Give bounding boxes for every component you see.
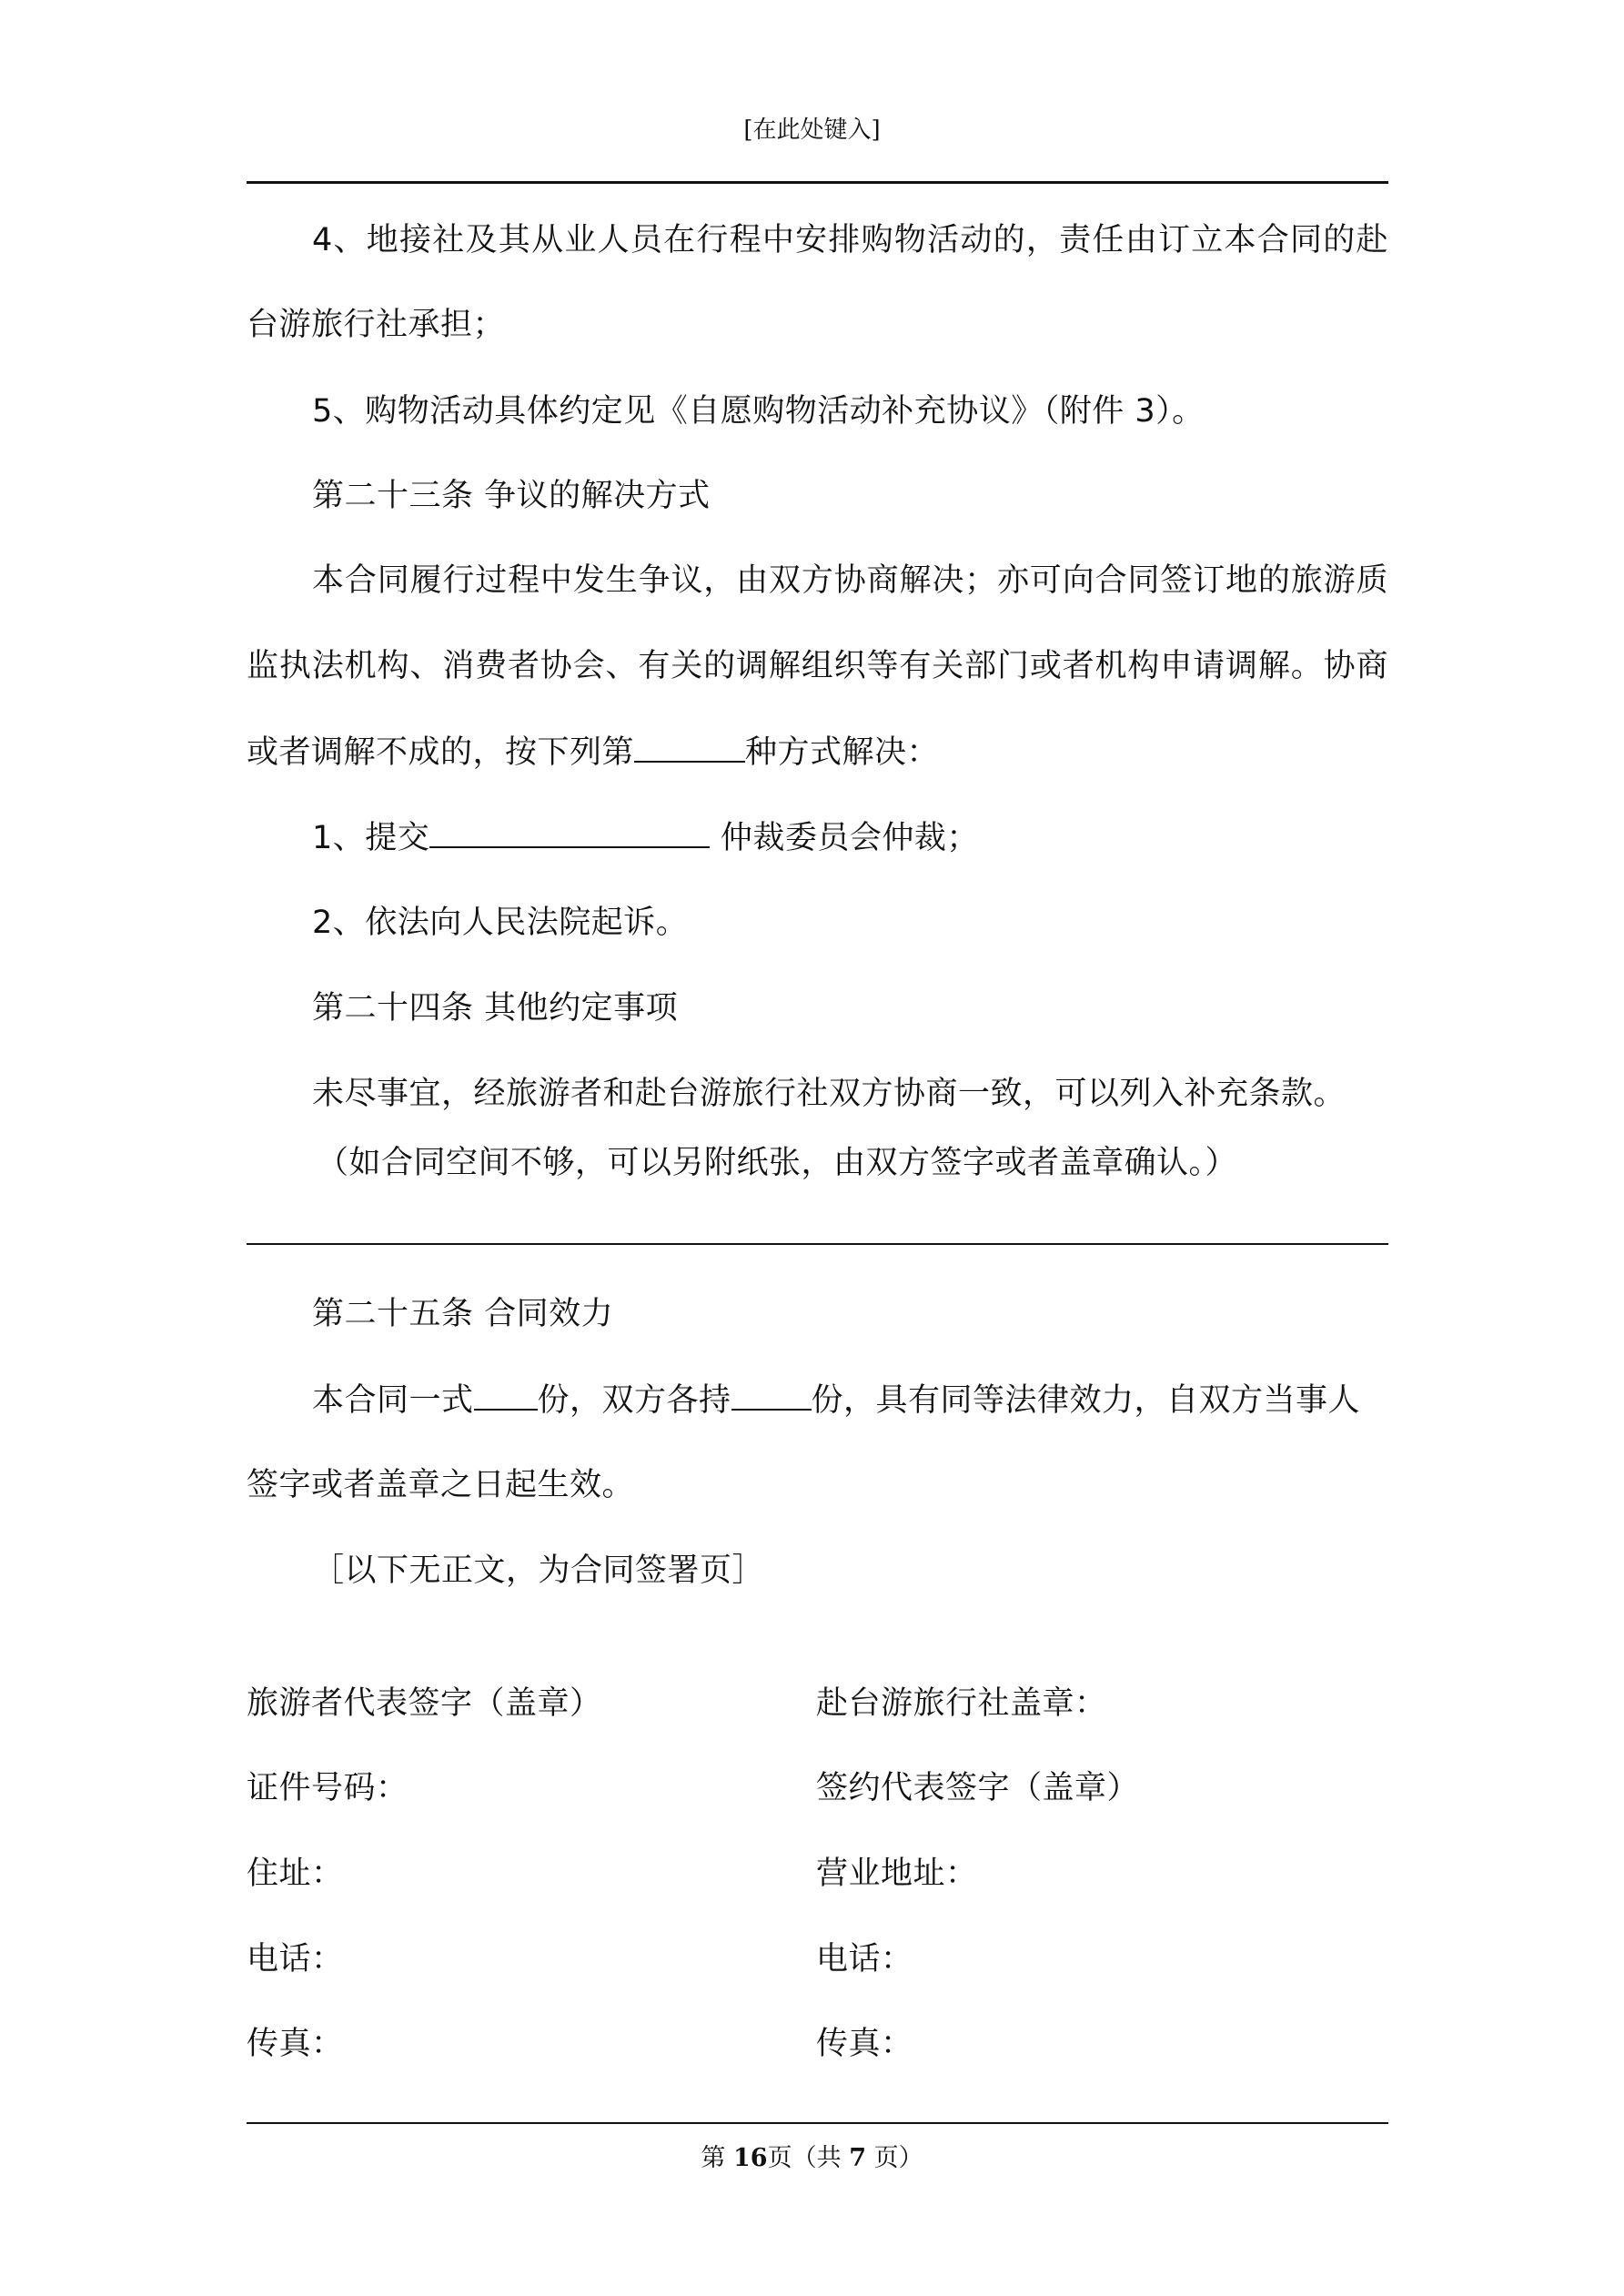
article-25-text-c: 份，具有同等法律效力，自双方当事人	[811, 1382, 1361, 1419]
article-25-text-a: 本合同一式	[312, 1382, 474, 1419]
article-25-text-b: 份，双方各持	[537, 1382, 731, 1419]
article-23-paragraph-line-2: 监执法机构、消费者协会、有关的调解组织等有关部门或者机构申请调解。协商	[247, 648, 1388, 684]
agency-representative-label: 签约代表签字（盖章）	[816, 1770, 1140, 1806]
item-5: 5、购物活动具体约定见《自愿购物活动补充协议》（附件 3）。	[312, 393, 1205, 430]
article-23-paragraph-line-3	[247, 730, 939, 774]
agency-fax-label: 传真：	[816, 2026, 913, 2062]
section-divider	[247, 1243, 1388, 1245]
traveler-address-label: 住址：	[247, 1856, 344, 1892]
agency-seal-label: 赴台游旅行社盖章：	[816, 1685, 1107, 1722]
page-header: [在此处键入]	[743, 116, 881, 144]
article-23-option-2: 2、依法向人民法院起诉。	[312, 905, 689, 941]
article-25-title: 第二十五条 合同效力	[312, 1296, 614, 1332]
footer-middle: 页（共	[767, 2144, 850, 2172]
footer-prefix: 第	[701, 2144, 734, 2172]
article-23-option-1	[312, 815, 979, 860]
option-1-suffix: 仲裁委员会仲裁；	[710, 820, 979, 856]
traveler-fax-label: 传真：	[247, 2026, 344, 2062]
footer-rule	[247, 2122, 1388, 2124]
header-rule	[247, 181, 1388, 184]
no-more-text-note: ［以下无正文，为合同签署页］	[312, 1553, 765, 1589]
copies-each-blank[interactable]	[731, 1378, 812, 1411]
footer-page-number: 16	[733, 2144, 768, 2172]
agency-phone-label: 电话：	[816, 1941, 913, 1977]
article-25-paragraph-line-1	[312, 1378, 1360, 1422]
article-25-paragraph-line-2: 签字或者盖章之日起生效。	[247, 1467, 635, 1503]
article-23-title: 第二十三条 争议的解决方式	[312, 478, 711, 514]
article-23-text-after-blank: 种方式解决：	[745, 734, 940, 771]
article-24-title: 第二十四条 其他约定事项	[312, 990, 679, 1027]
article-24-paragraph-2: （如合同空间不够，可以另附纸张，由双方签字或者盖章确认。）	[317, 1145, 1238, 1181]
article-23-paragraph-line-1: 本合同履行过程中发生争议，由双方协商解决；亦可向合同签订地的旅游质	[312, 562, 1388, 599]
method-number-blank[interactable]	[634, 730, 745, 763]
business-address-label: 营业地址：	[816, 1856, 978, 1892]
traveler-signature-label: 旅游者代表签字（盖章）	[247, 1685, 602, 1722]
item-4-line-1: 4、地接社及其从业人员在行程中安排购物活动的，责任由订立本合同的赴	[312, 222, 1388, 258]
item-4-line-2: 台游旅行社承担；	[247, 307, 506, 343]
id-number-label: 证件号码：	[247, 1770, 409, 1806]
footer-total-pages: 7	[849, 2144, 866, 2172]
article-23-text-before-blank: 或者调解不成的，按下列第	[247, 734, 635, 771]
traveler-phone-label: 电话：	[247, 1941, 344, 1977]
option-1-prefix: 1、提交	[312, 820, 430, 856]
arbitration-committee-blank[interactable]	[429, 815, 710, 848]
footer-suffix: 页）	[865, 2144, 923, 2172]
article-24-paragraph-1: 未尽事宜，经旅游者和赴台游旅行社双方协商一致，可以列入补充条款。	[312, 1076, 1347, 1112]
copies-total-blank[interactable]	[474, 1378, 538, 1411]
page-footer	[0, 2142, 1624, 2175]
